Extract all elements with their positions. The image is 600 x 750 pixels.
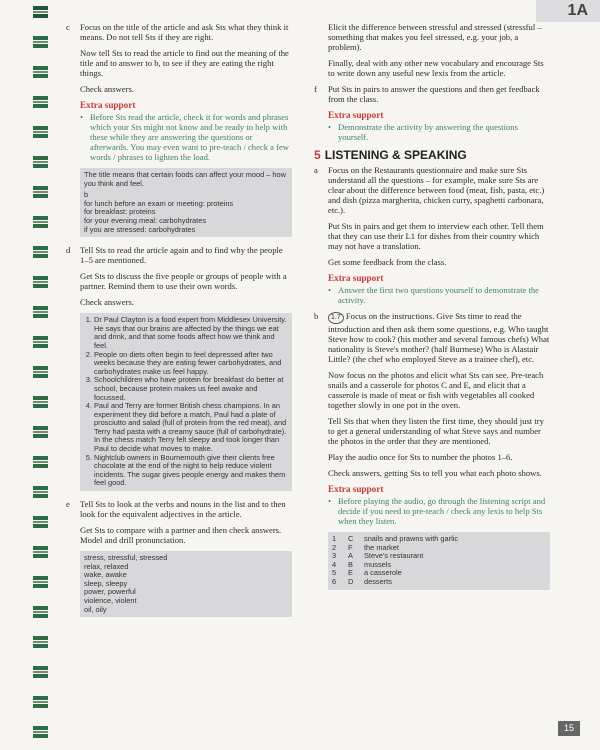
extra-support-bullet: • Before playing the audio, go through the listening script and decide if you need to pre-teach / check any lexis to help Sts when they listen. [328, 496, 546, 526]
item-letter: c [66, 22, 70, 32]
paragraph: Now tell Sts to read the article to find out the meaning of the title and to answer to b, to see if they are eating the right things. [80, 48, 289, 78]
binding-ring [33, 306, 48, 318]
section-e-continued [314, 22, 550, 78]
answer-row: 3 A Steve's restaurant [332, 551, 424, 561]
section-c [66, 22, 292, 237]
answer-item: 3. Schoolchildren who have protein for breakfast do better at school, because protein makes us feel awake and focussed. [94, 376, 288, 402]
extra-support-bullet: • Demonstrate the activity by answering the questions yourself. [328, 122, 518, 142]
item-letter: e [66, 499, 70, 510]
binding-ring [33, 456, 48, 468]
answer-row: 2 F the market [332, 542, 399, 552]
paragraph: Finally, deal with any other new vocabulary and encourage Sts to write down any useful new lexis from the article. [328, 58, 544, 78]
binding-ring [33, 666, 48, 678]
binding-ring [33, 696, 48, 708]
answer-item: 5. Nightclub owners in Bournemouth give their clients free chocolate at the end of the night to help reduce violent incidents. The sugar gives people energy and makes them feel good. [94, 454, 288, 488]
answer-box [80, 313, 292, 491]
extra-support-heading: Extra support [328, 273, 384, 283]
binding-ring [33, 96, 48, 108]
unit-tag: 1A [536, 0, 600, 22]
paragraph: Focus on the title of the article and ask Sts what they think it means. Do not tell Sts if they are right. [80, 22, 289, 42]
binding-ring [33, 606, 48, 618]
binding-ring [33, 126, 48, 138]
paragraph: Check answers. [80, 84, 134, 94]
section-d [66, 245, 292, 491]
binding-ring [33, 366, 48, 378]
binding-ring [33, 726, 48, 738]
right-column [314, 22, 550, 598]
paragraph: Get Sts to discuss the five people or groups of people with a partner. Remind them to use their own words. [80, 271, 287, 292]
audio-icon[interactable]: 1.7 [328, 312, 344, 324]
paragraph: Tell Sts to look at the verbs and nouns in the list and to then look for the equivalent adjectives in the article. [80, 499, 286, 520]
answer-box: The title means that certain foods can affect your mood – how you think and feel. b for lunch before an exam or meeting: proteins for breakfast: proteins for your evening meal: carbohydrates if you are stressed: carbohydrates [80, 168, 292, 237]
extra-support-heading: Extra support [328, 484, 384, 494]
binding-ring [33, 426, 48, 438]
answer-row: 6 D desserts [332, 576, 392, 586]
binding-ring [33, 216, 48, 228]
binding-ring [33, 546, 48, 558]
left-column [66, 22, 292, 625]
answer-box [328, 532, 550, 590]
paragraph: Put Sts in pairs to answer the questions and then get feedback from the class. [328, 84, 540, 104]
spiral-binding [0, 0, 50, 750]
paragraph: 1.7 Focus on the instructions. Give Sts time to read the introduction and then ask them some questions, e.g. Who taught Steve how to cook? (his mother and several famous chefs) What nationality is Steve's mother? (half Burmese) Who is Alastair Little? (the chef who employed Steve as a trainee chef), etc. [328, 311, 550, 364]
section-f [314, 84, 550, 142]
answer-item: 4. Paul and Terry are former British chess champions. In an experiment they did before a match, Paul had a plate of prosciutto and salad (full of protein from the red meat), and Terry had pasta with a creamy sauce (full of carbohydrate). In the chess match Terry felt sleepy and took longer than Paul to decide what moves to make. [94, 402, 288, 454]
answer-item: 1. Dr Paul Clayton is a food expert from Middlesex University. He says that our brains are affected by the things we eat and drink, and that some foods affect how we think and feel. [94, 316, 288, 350]
extra-support-bullet: • Answer the first two questions yourself to demonstrate the activity. [328, 285, 539, 305]
binding-ring [33, 636, 48, 648]
extra-support-bullet: • Before Sts read the article, check it for words and phrases which your Sts might not know and be ready to help with these while they are answering the questions or afterwards. You may even want to pre-teach / check a few words / phrases to lighten the load. [80, 112, 290, 162]
binding-ring [33, 516, 48, 528]
extra-support-heading: Extra support [328, 110, 384, 120]
paragraph: Tell Sts to read the article again and to find why the people 1–5 are mentioned. [80, 245, 283, 266]
item-letter: a [314, 165, 318, 175]
page-number: 15 [558, 721, 580, 736]
item-letter: f [314, 84, 317, 94]
binding-ring [33, 186, 48, 198]
paragraph: Now focus on the photos and elicit what Sts can see. Pre-teach snails and a casserole for photos C and E, and elicit that a casserole is made of meat or fish with vegetables all cooked together slowly in one pot in the oven. [328, 370, 544, 410]
section-b [314, 311, 550, 590]
paragraph: Play the audio once for Sts to number the photos 1–6. [328, 452, 513, 462]
section-a [314, 165, 550, 305]
paragraph: Put Sts in pairs and get them to interview each other. Tell them that they can use their L1 for dishes from their country which may not have a translation. [328, 221, 544, 251]
binding-ring [33, 396, 48, 408]
binding-ring [33, 6, 48, 18]
binding-ring [33, 336, 48, 348]
answer-item: 2. People on diets often begin to feel depressed after two weeks because they are eating fewer carbohydrates, and carbohydrates make us feel happy. [94, 351, 288, 377]
paragraph: Get Sts to compare with a partner and then check answers. Model and drill pronunciation. [80, 525, 282, 546]
binding-ring [33, 156, 48, 168]
paragraph: Get some feedback from the class. [328, 257, 447, 267]
section-heading: 5 LISTENING & SPEAKING [314, 148, 467, 162]
extra-support-heading: Extra support [80, 100, 136, 110]
answer-row: 1 C snails and prawns with garlic [332, 534, 459, 543]
answer-row: 5 E a casserole [332, 568, 402, 578]
paragraph: Check answers, getting Sts to tell you what each photo shows. [328, 468, 542, 478]
paragraph: Elicit the difference between stressful and stressed (stressful – something that makes you feel stressed, e.g. your job, a problem). [328, 22, 542, 52]
paragraph: Check answers. [80, 297, 134, 308]
binding-ring [33, 36, 48, 48]
answer-box: stress, stressful, stressed relax, relaxed wake, awake sleep, sleepy power, powerful violence, violent oil, oily [80, 551, 292, 617]
item-letter: d [66, 245, 71, 256]
binding-ring [33, 66, 48, 78]
binding-ring [33, 576, 48, 588]
binding-ring [33, 246, 48, 258]
answer-row: 4 B mussels [332, 559, 392, 569]
paragraph: Focus on the Restaurants questionnaire and make sure Sts understand all the questions – for example, make sure Sts are clear about the difference between food (meat, fish, pasta, etc.) and dish (pizza margherita, chicken curry, spaghetti carbonara, etc.). [328, 165, 545, 215]
item-letter: b [314, 311, 319, 321]
binding-ring [33, 276, 48, 288]
section-e [66, 499, 292, 617]
binding-ring [33, 486, 48, 498]
paragraph: Tell Sts that when they listen the first time, they should just try to get a general understanding of what Steve says and number the photos in the order that they are mentioned. [328, 416, 544, 446]
